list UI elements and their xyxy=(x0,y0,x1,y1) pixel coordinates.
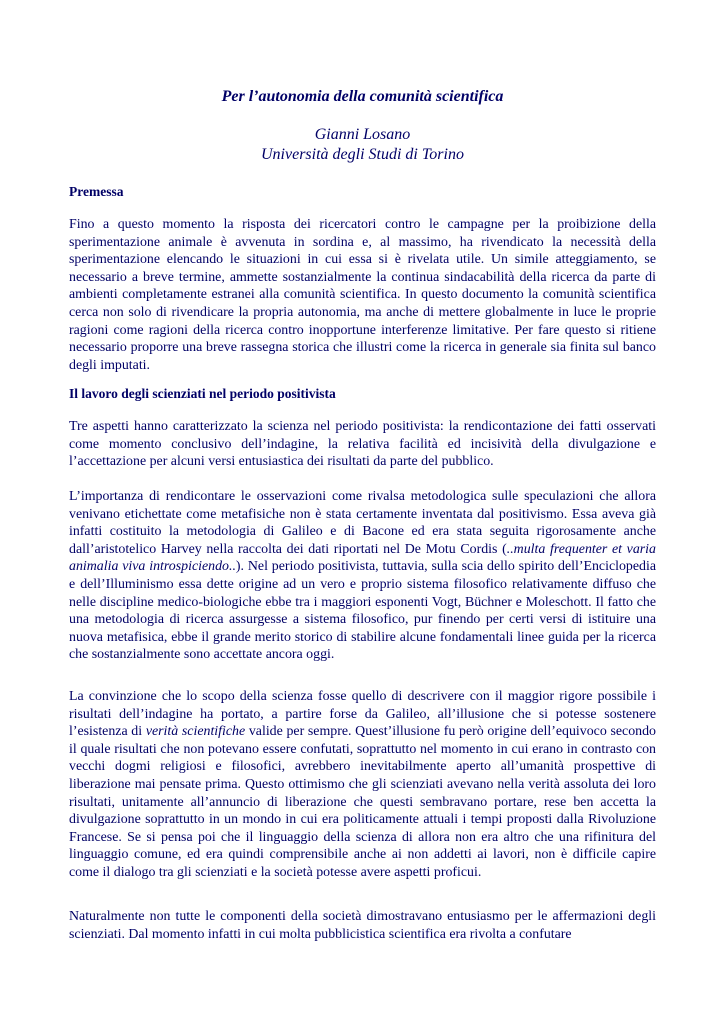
paragraph-text: ). Nel periodo positivista, tuttavia, sulla scia dello spirito dell’Enciclopedia e dell’Illuminismo essa dette origine ad un vero e proprio sistema filosofico relativamente diffuso che nelle discipline medico-biologiche ebbe tra i maggiori esponenti Vogt, Büchner e Moleschott. Il fatto che una metodologia di ricerca assurgesse a sistema filosofico, pur finendo per certi versi di istituire una nuova metafisica, ebbe il grande merito storico di stabilire alcune fondamentali linee guida per la ricerca che sostanzialmente sono accettate ancora oggi. xyxy=(69,559,656,663)
author-affiliation: Università degli Studi di Torino xyxy=(261,146,464,163)
paragraph-text: La convinzione che lo scopo della scienza fosse quello di descrivere con il maggior rigore possibile i risultati dell’indagine ha portato, a partire forse da Galileo, all’illusione che si potesse sostenere l’esistenza di xyxy=(69,689,656,740)
paragraph-tre-aspetti: Tre aspetti hanno caratterizzato la scienza nel periodo positivista: la rendicontazione dei fatti osservati come momento conclusivo dell’indagine, la relativa facilità ed incisività della divulgazione e l’accettazione per alcuni versi entusiastica dei risultati da parte del pubblico. xyxy=(69,419,656,470)
paragraph-rendicontazione xyxy=(69,488,656,664)
section-heading-premessa: Premessa xyxy=(69,184,124,199)
paragraph-text: L’importanza di rendicontare le osservazioni come rivalsa metodologica sulle speculazioni che allora venivano etichettate come metafisiche non è stata certamente inventata dal positivismo. Essa aveva già infatti costituito la metodologia di Galileo e di Bacone ed era stata seguita rigorosamente anche dall’aristotelico Harvey nella raccolta dei dati riportati nel De Motu Cordis ( xyxy=(69,489,656,557)
document-title: Per l’autonomia della comunità scientifica xyxy=(221,88,504,105)
paragraph-text: valide per sempre. Quest’illusione fu però origine dell’equivoco secondo il quale risultati che non potevano essere confutati, soprattutto nel momento in cui erano in contrasto con vecchi dogmi religiosi e filosofici, avrebbero inevitabilmente aperto all’umanità prospettive di liberazione mai pensate prima. Questo ottimismo che gli scienziati avevano nella verità assoluta dei loro risultati, unitamente all’annuncio di liberazione che questi sembravano portare, rese ben accetta la divulgazione soprattutto in un mondo in cui era politicamente attuali i tempi proposti dalla Rivoluzione Francese. Se si pensa poi che il linguaggio della scienza di allora non era altro che una rifinitura del linguaggio comune, ed era quindi comprensibile anche ai non addetti ai lavori, non è difficile capire come il dialogo tra gli scienziati e la società potesse avere aspetti proficui. xyxy=(69,724,656,880)
author-name: Gianni Losano xyxy=(314,126,411,143)
latin-quote: ..multa frequenter et varia animalia viva introspiciendo.. xyxy=(69,541,656,575)
paragraph-verita-scientifiche xyxy=(69,688,656,882)
paragraph-premessa: Fino a questo momento la risposta dei ricercatori contro le campagne per la proibizione della sperimentazione animale è avvenuta in sordina e, al massimo, ha rivendicato la necessità della sperimentazione elencando le situazioni in cui essa si è rivelata utile. Un simile atteggiamento, se necessario a breve termine, ammette sostanzialmente la continua sindacabilità della ricerca da parte di ambienti completamente estranei alla comunità scientifica. In questo documento la comunità scientifica cerca non solo di rivendicare la propria autonomia, ma anche di mettere globalmente in luce le proprie ragioni come ragioni della ricerca contro inopportune interferenze limitative. Per fare questo si ritiene necessario proporre una breve rassegna storica che illustri come la ricerca in generale sia finita sul banco degli imputati. xyxy=(69,217,656,373)
paragraph-naturalmente: Naturalmente non tutte le componenti della società dimostravano entusiasmo per le affermazioni degli scienziati. Dal momento infatti in cui molta pubblicistica scientifica era rivolta a confutare xyxy=(69,909,656,942)
section-heading-positivismo: Il lavoro degli scienziati nel periodo positivista xyxy=(69,386,336,401)
emphasized-term: verità scientifiche xyxy=(145,724,246,740)
